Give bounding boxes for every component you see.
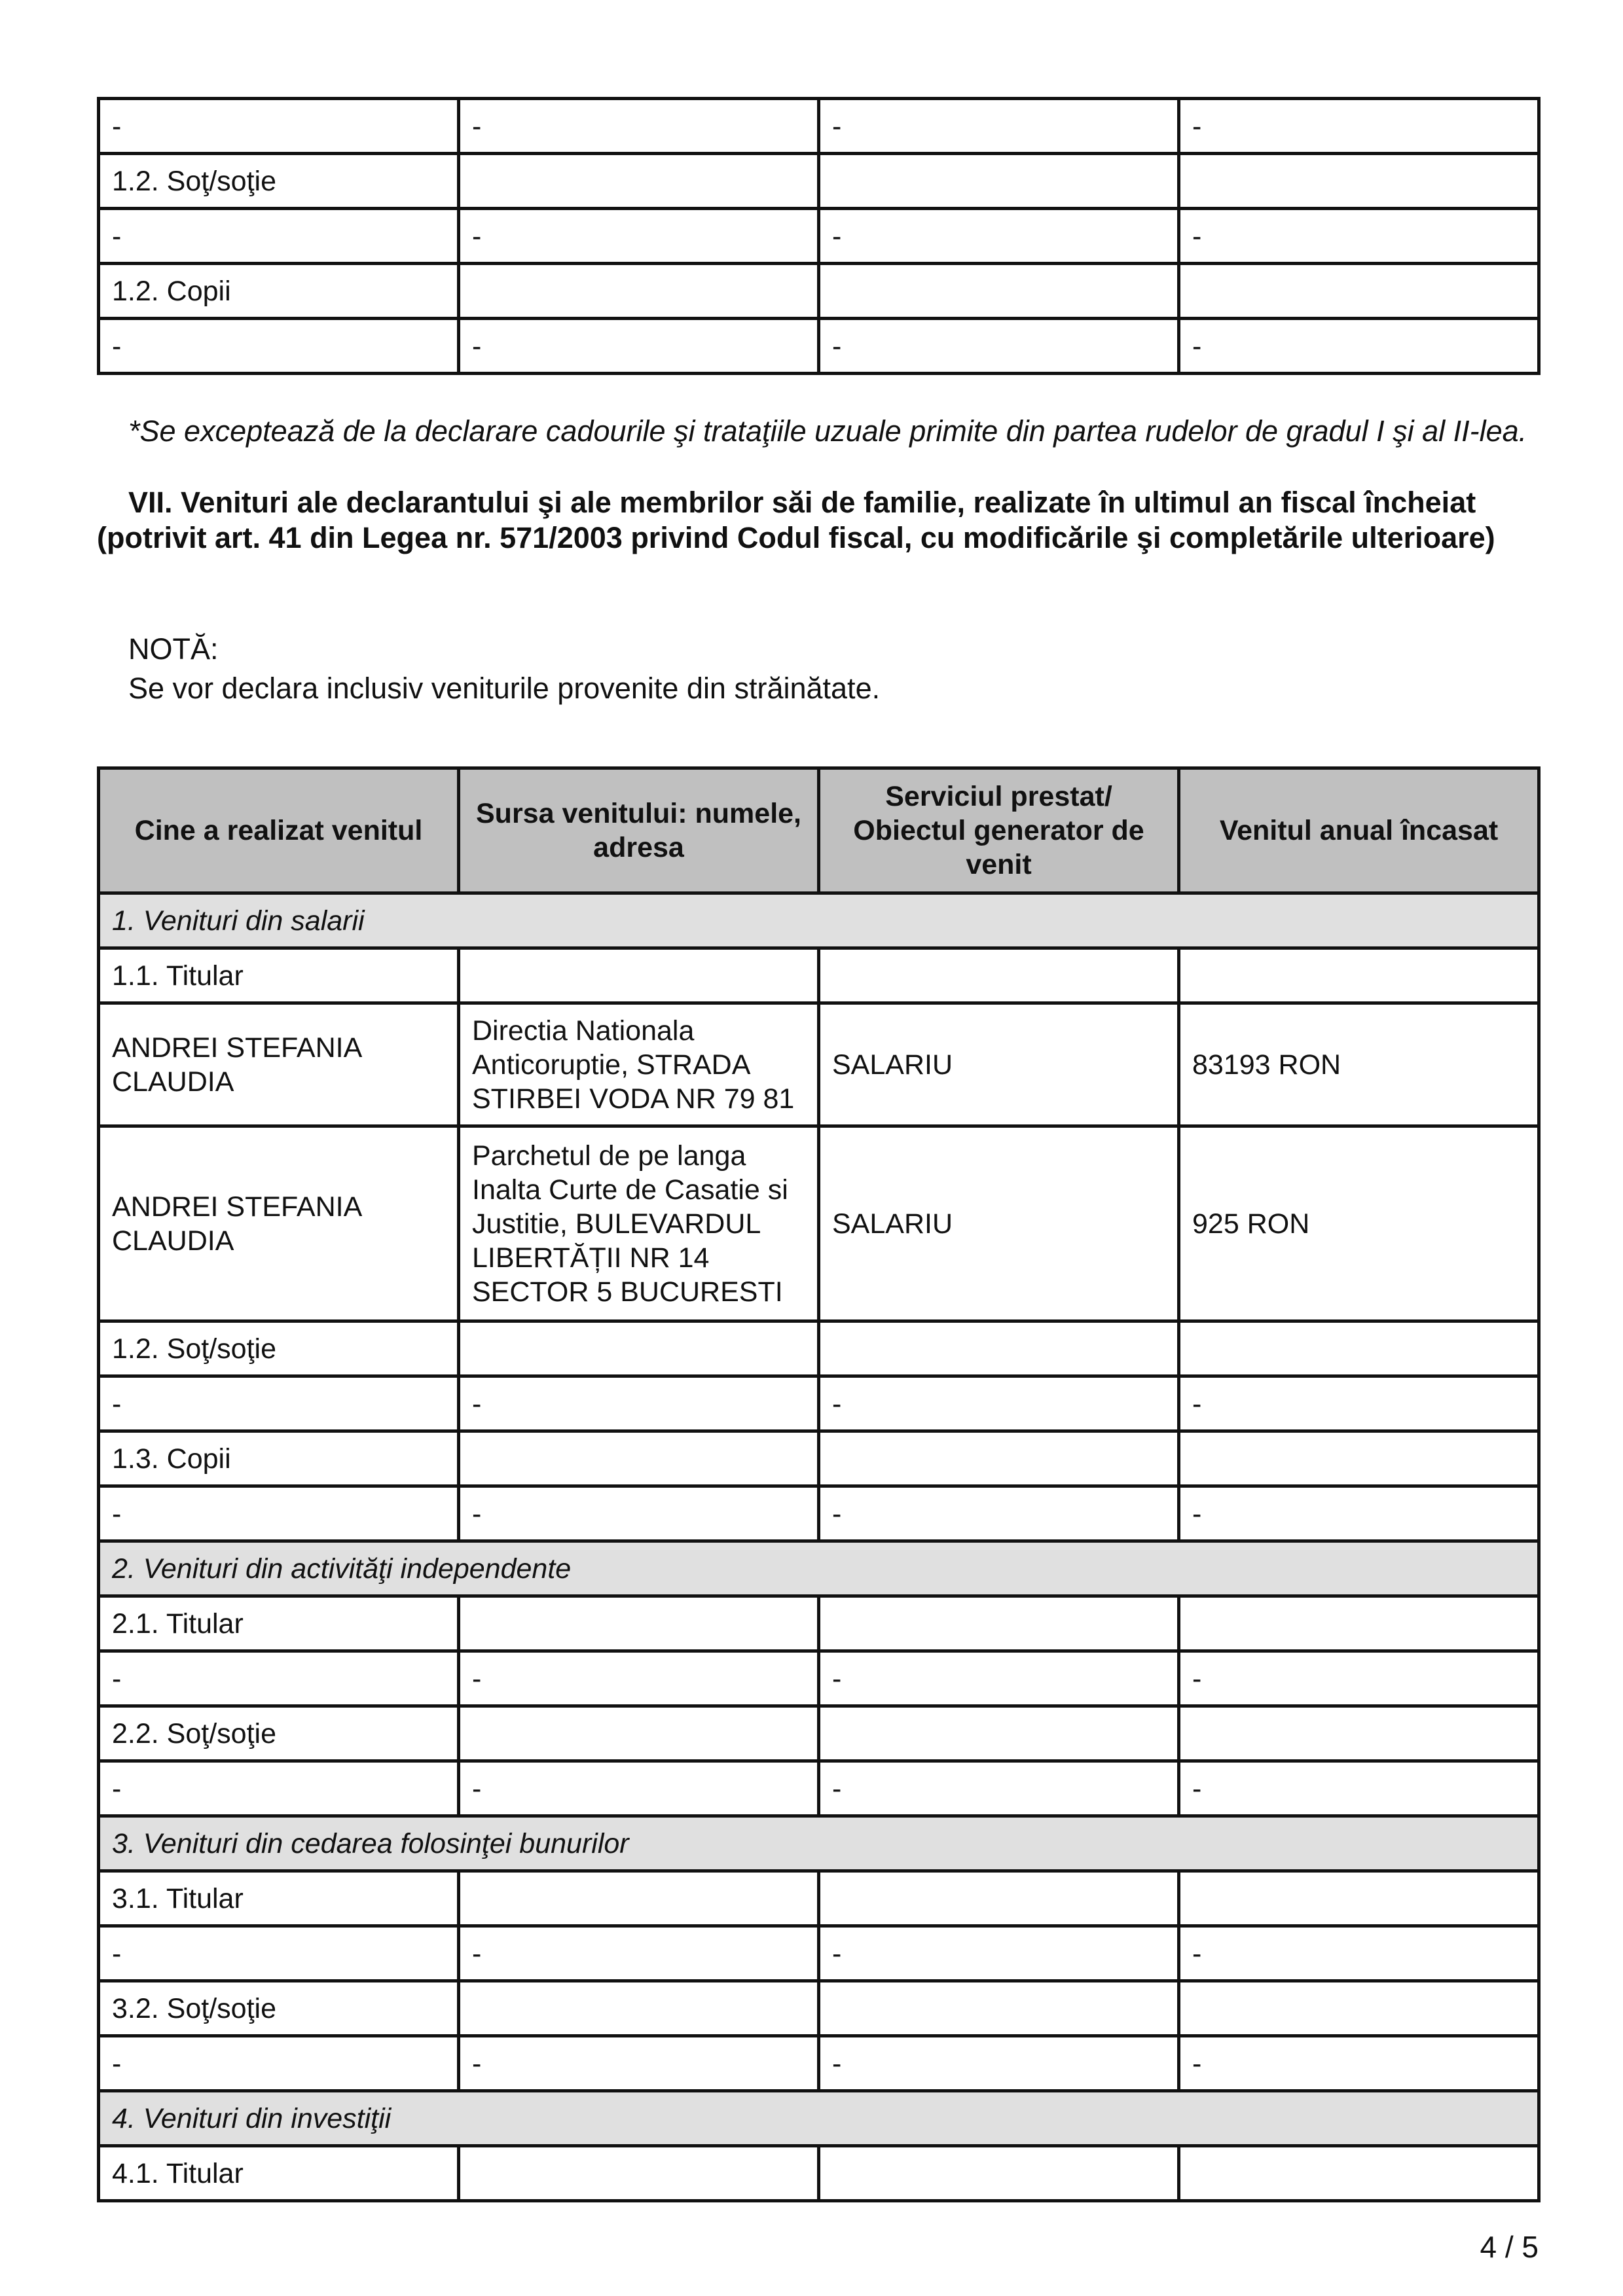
- nota-text: Se vor declara inclusiv veniturile provenite din străinătate.: [128, 672, 881, 705]
- section-heading: VII. Venituri ale declarantului şi ale membrilor săi de familie, realizate în ultimul an fiscal încheiat (potrivit art. 41 din Legea nr. 571/2003 privind Codul fiscal, cu modificările şi completările ulterioare): [97, 486, 1495, 554]
- table-cell: 2.2. Soţ/soţie: [99, 1706, 459, 1761]
- table-cell: -: [819, 319, 1179, 374]
- table-cell: 1.2. Copii: [99, 264, 459, 319]
- column-header: Venitul anual încasat: [1179, 768, 1539, 893]
- table-cell: 1.3. Copii: [99, 1431, 459, 1486]
- table-row: [99, 1003, 1539, 1126]
- table-row: [99, 264, 1539, 319]
- table-cell: [1179, 1596, 1539, 1651]
- table-cell: -: [459, 209, 819, 264]
- table-cell: 1.2. Soţ/soţie: [99, 154, 459, 209]
- table-cell: 3.2. Soţ/soţie: [99, 1981, 459, 2036]
- table-row: [99, 1126, 1539, 1321]
- table-cell: -: [1179, 1376, 1539, 1431]
- table-cell: -: [459, 1651, 819, 1706]
- table-cell: -: [819, 99, 1179, 154]
- section-row: [99, 1541, 1539, 1596]
- table-cell: -: [459, 99, 819, 154]
- income-table: [97, 766, 1541, 2202]
- table-row: [99, 154, 1539, 209]
- table-cell: -: [99, 1376, 459, 1431]
- table-cell: [1179, 2146, 1539, 2201]
- table-cell: -: [459, 1376, 819, 1431]
- table-cell: -: [1179, 1926, 1539, 1981]
- table-cell: 1.1. Titular: [99, 948, 459, 1003]
- table-row: [99, 1651, 1539, 1706]
- table-cell: -: [819, 1761, 1179, 1816]
- table-cell: [819, 1981, 1179, 2036]
- table-cell: [459, 1706, 819, 1761]
- section-row: [99, 893, 1539, 948]
- table-cell: -: [99, 1761, 459, 1816]
- table-cell: -: [1179, 209, 1539, 264]
- table-cell: -: [99, 2036, 459, 2091]
- table-cell: [459, 2146, 819, 2201]
- table-cell: [1179, 948, 1539, 1003]
- section-row: [99, 2091, 1539, 2146]
- exception-note: *Se exceptează de la declarare cadourile şi trataţiile uzuale primite din partea rudelor de gradul I şi al II-lea.: [128, 414, 1527, 448]
- table-cell: SALARIU: [819, 1126, 1179, 1321]
- section-title: 4. Venituri din investiţii: [99, 2091, 1539, 2146]
- table-cell: [459, 1431, 819, 1486]
- table-row: [99, 948, 1539, 1003]
- table-cell: -: [99, 1926, 459, 1981]
- table-cell: [819, 154, 1179, 209]
- table-cell: 925 RON: [1179, 1126, 1539, 1321]
- section-row: [99, 1816, 1539, 1871]
- table-row: [99, 1926, 1539, 1981]
- table-cell: -: [1179, 1651, 1539, 1706]
- table-cell: [459, 1596, 819, 1651]
- table-cell: [819, 1706, 1179, 1761]
- nota-block: [128, 630, 880, 708]
- table-cell: [459, 154, 819, 209]
- table-row: [99, 319, 1539, 374]
- nota-label: NOTĂ:: [128, 632, 219, 666]
- column-header: Cine a realizat venitul: [99, 768, 459, 893]
- table-cell: [819, 948, 1179, 1003]
- table-cell: [819, 1596, 1179, 1651]
- table-cell: ANDREI STEFANIA CLAUDIA: [99, 1126, 459, 1321]
- page-number: 4 / 5: [1480, 2230, 1539, 2264]
- table-row: [99, 1486, 1539, 1541]
- table-row: [99, 209, 1539, 264]
- table-cell: -: [99, 209, 459, 264]
- table-cell: -: [459, 1486, 819, 1541]
- table-cell: 1.2. Soţ/soţie: [99, 1321, 459, 1376]
- table-cell: -: [1179, 99, 1539, 154]
- table-header-row: [99, 768, 1539, 893]
- table-cell: -: [459, 319, 819, 374]
- table-cell: [819, 1431, 1179, 1486]
- table-cell: -: [819, 1651, 1179, 1706]
- table-row: [99, 2036, 1539, 2091]
- table-cell: -: [1179, 319, 1539, 374]
- table-cell: [1179, 154, 1539, 209]
- table-cell: SALARIU: [819, 1003, 1179, 1126]
- table-cell: Parchetul de pe langa Inalta Curte de Casatie si Justitie, BULEVARDUL LIBERTĂȚII NR 14 SECTOR 5 BUCURESTI: [459, 1126, 819, 1321]
- table-cell: 4.1. Titular: [99, 2146, 459, 2201]
- table-row: [99, 1761, 1539, 1816]
- table-cell: -: [819, 209, 1179, 264]
- table-cell: -: [819, 1926, 1179, 1981]
- table-cell: -: [819, 2036, 1179, 2091]
- table-row: [99, 1871, 1539, 1926]
- table-cell: 2.1. Titular: [99, 1596, 459, 1651]
- table-cell: [1179, 1321, 1539, 1376]
- table-cell: Directia Nationala Anticoruptie, STRADA STIRBEI VODA NR 79 81: [459, 1003, 819, 1126]
- table-row: [99, 1376, 1539, 1431]
- table-row: [99, 2146, 1539, 2201]
- section-title: 2. Venituri din activităţi independente: [99, 1541, 1539, 1596]
- table-cell: -: [819, 1486, 1179, 1541]
- table-cell: [459, 1981, 819, 2036]
- table-cell: [459, 948, 819, 1003]
- table-cell: [459, 1321, 819, 1376]
- table-cell: -: [459, 1926, 819, 1981]
- section-title: 3. Venituri din cedarea folosinţei bunurilor: [99, 1816, 1539, 1871]
- table-cell: -: [99, 319, 459, 374]
- table-cell: -: [1179, 2036, 1539, 2091]
- table-cell: [459, 264, 819, 319]
- table-cell: [1179, 1871, 1539, 1926]
- previous-section-table: [97, 97, 1541, 375]
- table-cell: -: [99, 1651, 459, 1706]
- table-row: [99, 1706, 1539, 1761]
- table-cell: [459, 1871, 819, 1926]
- column-header: Sursa venitului: numele, adresa: [459, 768, 819, 893]
- table-cell: [1179, 1431, 1539, 1486]
- table-cell: -: [1179, 1486, 1539, 1541]
- table-cell: [819, 264, 1179, 319]
- table-cell: -: [1179, 1761, 1539, 1816]
- table-row: [99, 1596, 1539, 1651]
- table-cell: [819, 2146, 1179, 2201]
- column-header: Serviciul prestat/ Obiectul generator de venit: [819, 768, 1179, 893]
- table-row: [99, 1431, 1539, 1486]
- table-cell: [1179, 1706, 1539, 1761]
- section-title: 1. Venituri din salarii: [99, 893, 1539, 948]
- table-cell: -: [459, 2036, 819, 2091]
- table-cell: -: [99, 1486, 459, 1541]
- table-row: [99, 1981, 1539, 2036]
- table-cell: [1179, 264, 1539, 319]
- table-cell: [1179, 1981, 1539, 2036]
- table-cell: [819, 1321, 1179, 1376]
- table-row: [99, 1321, 1539, 1376]
- table-row: [99, 99, 1539, 154]
- table-cell: 3.1. Titular: [99, 1871, 459, 1926]
- table-cell: -: [99, 99, 459, 154]
- table-cell: ANDREI STEFANIA CLAUDIA: [99, 1003, 459, 1126]
- table-cell: 83193 RON: [1179, 1003, 1539, 1126]
- table-cell: [819, 1871, 1179, 1926]
- table-cell: -: [819, 1376, 1179, 1431]
- table-cell: -: [459, 1761, 819, 1816]
